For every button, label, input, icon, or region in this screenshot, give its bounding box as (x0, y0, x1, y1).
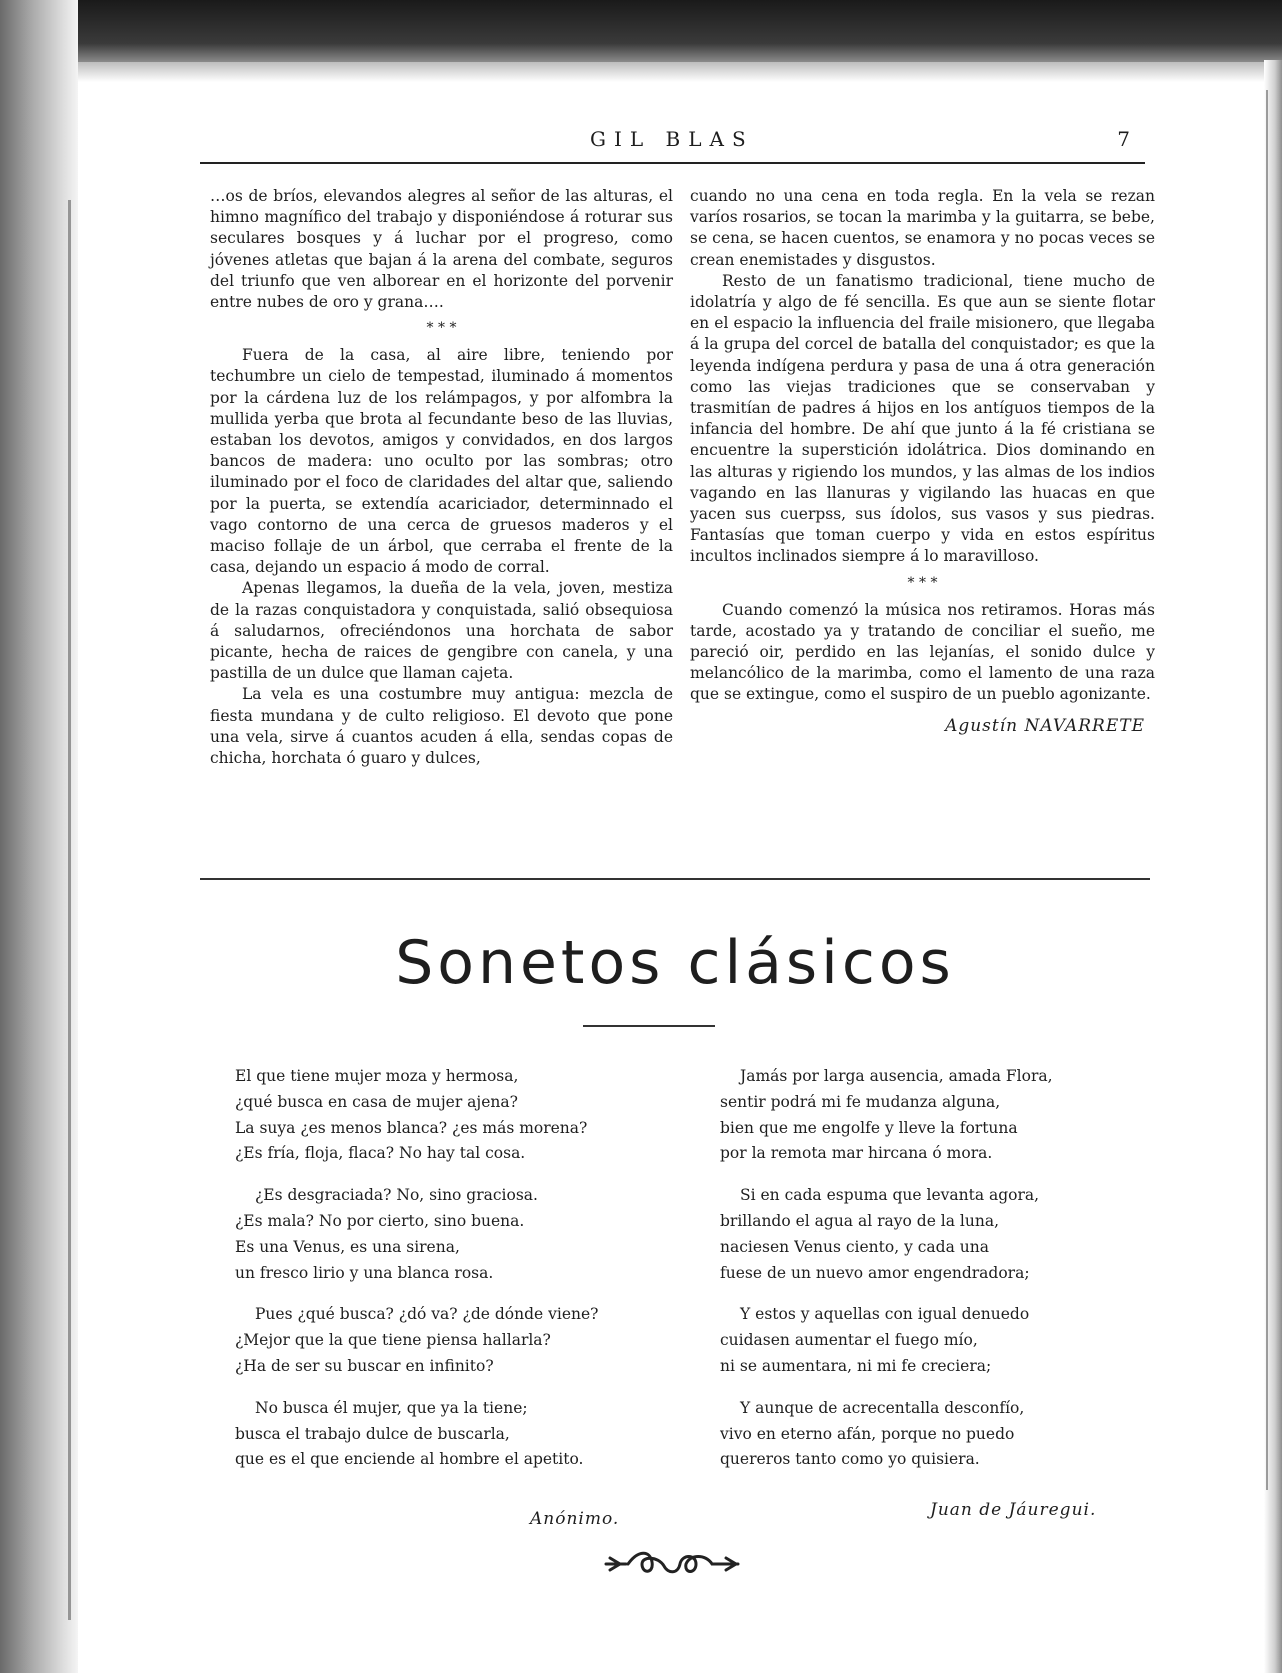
verse-line: ¿Es desgraciada? No, sino graciosa. (255, 1186, 538, 1205)
verse-line: naciesen Venus ciento, y cada una (720, 1237, 989, 1256)
sonnet-anonimo (235, 1064, 655, 1489)
stanza (235, 1396, 655, 1473)
scan-left-binding-line (68, 200, 71, 1620)
running-title: GIL BLAS (590, 127, 754, 151)
paragraph: …os de bríos, elevandos alegres al señor de las alturas, el himno magnífico del trabajo y disponiéndose á roturar sus seculares bosques y á luchar por el progreso, como jóvenes atletas que bajan á la arena del combate, seguros del triunfo que ven alborear en el horizonte del porvenir entre nubes de oro y grana…. (210, 187, 673, 312)
scan-top-fade (0, 62, 1282, 82)
asterism: * * * (907, 574, 938, 591)
stanza (235, 1302, 655, 1379)
verse-line: ni se aumentara, ni mi fe creciera; (720, 1356, 992, 1375)
paragraph: cuando no una cena en toda regla. En la vela se rezan varíos rosarios, se tocan la marimba y la guitarra, se bebe, se cena, se hacen cuentos, se enamora y no pocas veces se crean enemistades y disgustos. (690, 187, 1155, 269)
sonnet-jauregui (720, 1064, 1140, 1489)
verse-line: por la remota mar hircana ó mora. (720, 1144, 993, 1163)
verse-line: que es el que enciende al hombre el apetito. (235, 1450, 584, 1469)
verse-line: Pues ¿qué busca? ¿dó va? ¿de dónde viene? (255, 1305, 599, 1324)
paragraph: Resto de un fanatismo tradicional, tiene mucho de idolatría y algo de fé sencilla. Es que aun se siente flotar en el espacio la influencia del fraile misionero, que llegaba á la grupa del corcel de batalla del conquistador; es que la leyenda indígena perdura y pasa de una á otra generación como las viejas tradiciones que se conservaban y trasmitían de padres á hijos en los antíguos tiempos de la infancia del hombre. De ahí que junto á la fé cristiana se encuentre la superstición idolátrica. Dios dominando en las alturas y rigiendo los mundos, y las almas de los indios vagando en las llanuras y vigilando las huacas en que yacen sus cuerpss, sus ídolos, sus vasos y sus piedras. Fantasías que toman cuerpo y vida en estos espíritus incultos inclinados siempre á lo maravilloso. (690, 271, 1155, 566)
article-signature: Agustín NAVARRETE (945, 715, 1145, 736)
section-rule (200, 878, 1150, 880)
scan-top-shadow (0, 0, 1282, 62)
verse-line: bien que me engolfe y lleve la fortuna (720, 1118, 1018, 1137)
article-left-column (210, 186, 673, 769)
verse-line: La suya ¿es menos blanca? ¿es más morena? (235, 1118, 588, 1137)
verse-line: ¿Es fría, floja, flaca? No hay tal cosa. (235, 1144, 526, 1163)
verse-line: un fresco lirio y una blanca rosa. (235, 1263, 494, 1282)
verse-line: Y estos y aquellas con igual denuedo (740, 1305, 1030, 1324)
stanza (720, 1183, 1140, 1286)
verse-line: No busca él mujer, que ya la tiene; (255, 1398, 528, 1417)
stanza (720, 1064, 1140, 1167)
scan-right-edge-line (1266, 90, 1268, 1490)
verse-line: vivo en eterno afán, porque no puedo (720, 1424, 1015, 1443)
paragraph: Fuera de la casa, al aire libre, teniendo por techumbre un cielo de tempestad, iluminado á momentos por la cárdena luz de los relámpagos, y por alfombra la mullida yerba que brota al fecundante beso de las lluvias, estaban los devotos, amigos y convidados, en dos largos bancos de madera: uno oculto por las sombras; otro iluminado por el foco de claridades del altar que, saliendo por la puerta, se extendía acariciador, determinnado el vago contorno de una cerca de gruesos maderos y el maciso follaje de un árbol, que cerraba el frente de la casa, dejando un espacio á modo de corral. (210, 346, 673, 577)
verse-line: brillando el agua al rayo de la luna, (720, 1211, 1000, 1230)
verse-line: ¿Mejor que la que tiene piensa hallarla? (235, 1331, 551, 1350)
verse-line: Si en cada espuma que levanta agora, (740, 1186, 1040, 1205)
page-number: 7 (1117, 127, 1130, 151)
verse-line: ¿qué busca en casa de mujer ajena? (235, 1092, 518, 1111)
stanza (720, 1396, 1140, 1473)
verse-line: cuidasen aumentar el fuego mío, (720, 1331, 978, 1350)
sonnet-author: Anónimo. (530, 1509, 620, 1529)
sonnet-author: Juan de Jáuregui. (930, 1500, 1097, 1520)
verse-line: ¿Ha de ser su buscar en infinito? (235, 1356, 494, 1375)
header-rule (200, 162, 1145, 164)
title-underline (583, 1025, 715, 1027)
stanza (235, 1183, 655, 1286)
verse-line: Es una Venus, es una sirena, (235, 1237, 460, 1256)
paragraph: La vela es una costumbre muy antigua: mezcla de fiesta mundana y de culto religioso. El devoto que pone una vela, sirve á cuantos acuden á ella, sendas copas de chicha, horchata ó guaro y dulces, (210, 685, 673, 768)
verse-line: sentir podrá mi fe mudanza alguna, (720, 1092, 1001, 1111)
verse-line: ¿Es mala? No por cierto, sino buena. (235, 1211, 525, 1230)
verse-line: Y aunque de acrecentalla desconfío, (740, 1398, 1025, 1417)
verse-line: Jamás por larga ausencia, amada Flora, (740, 1067, 1053, 1085)
stanza (235, 1064, 655, 1167)
verse-line: El que tiene mujer moza y hermosa, (235, 1067, 519, 1085)
paragraph: Apenas llegamos, la dueña de la vela, joven, mestiza de la razas conquistadora y conquistada, salió obsequiosa á saludarnos, ofreciéndonos una horchata de sabor picante, hecha de raices de gengibre con canela, y una pastilla de un dulce que llaman cajeta. (210, 579, 673, 683)
paragraph: Cuando comenzó la música nos retiramos. Horas más tarde, acostado ya y tratando de conciliar el sueño, me pareció oir, perdido en las lejanías, el sonido dulce y melancólico de la marimba, como el lamento de una raza que se extingue, como el suspiro de un pueblo agonizante. (690, 600, 1155, 704)
verse-line: quereros tanto como yo quisiera. (720, 1450, 980, 1469)
stanza (720, 1302, 1140, 1379)
article-right-column (690, 186, 1155, 737)
scan-left-gutter (0, 0, 78, 1673)
verse-line: busca el trabajo dulce de buscarla, (235, 1424, 510, 1443)
verse-line: fuese de un nuevo amor engendradora; (720, 1263, 1030, 1282)
running-header (200, 127, 1140, 161)
asterism: * * * (426, 320, 457, 337)
section-title: Sonetos clásicos (395, 928, 955, 998)
ornament-icon (598, 1542, 748, 1582)
